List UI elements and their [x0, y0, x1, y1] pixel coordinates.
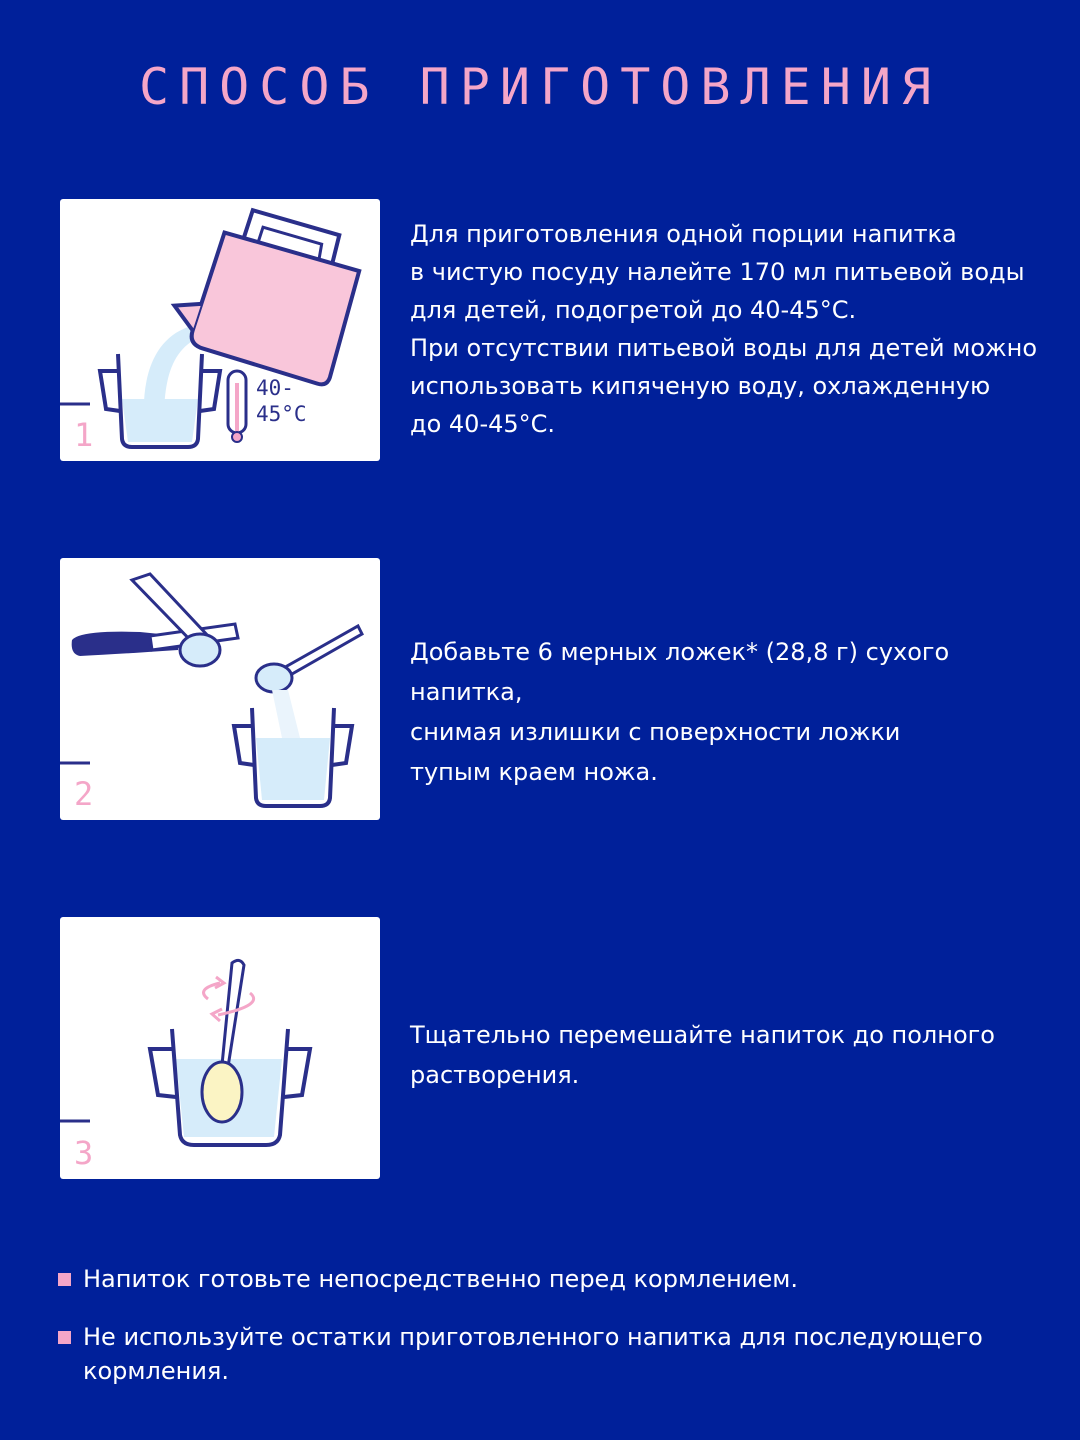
thermometer-label-1: 40- [256, 376, 294, 400]
bullet-square-icon [58, 1273, 71, 1286]
bullet-square-icon [58, 1331, 71, 1344]
step-1-illustration [60, 199, 380, 461]
step-number: 2 [74, 775, 94, 813]
pouring-jug-illustration [60, 199, 380, 461]
text-line: использовать кипяченую воду, охлажденную [410, 372, 991, 400]
step-3-description [410, 1015, 1050, 1095]
step-number: 3 [74, 1134, 94, 1172]
note-item [58, 1320, 1018, 1388]
text-line: до 40-45°С. [410, 410, 556, 438]
note-text: Не используйте остатки приготовленного напитка для последующего кормления. [83, 1323, 983, 1385]
note-text: Напиток готовьте непосредственно перед кормлением. [83, 1265, 798, 1293]
note-item [58, 1262, 1018, 1296]
notes-list [58, 1262, 1018, 1412]
step-3-illustration [60, 917, 380, 1179]
text-line: тупым краем ножа. [410, 758, 658, 786]
text-line: снимая излишки с поверхности ложки [410, 718, 901, 746]
step-2-illustration [60, 558, 380, 820]
stirring-cup-illustration [60, 917, 380, 1179]
text-line: растворения. [410, 1061, 580, 1089]
text-line: Тщательно перемешайте напиток до полного [410, 1021, 995, 1049]
text-line: Добавьте 6 мерных ложек* (28,8 г) сухого напитка, [410, 638, 950, 706]
step-1-description [410, 215, 1050, 443]
measuring-spoon-illustration [60, 558, 380, 820]
step-2-description [410, 632, 1050, 792]
text-line: Для приготовления одной порции напитка [410, 220, 957, 248]
text-line: При отсутствии питьевой воды для детей можно [410, 334, 1038, 362]
thermometer-label-2: 45°C [256, 402, 307, 426]
step-number: 1 [74, 416, 94, 454]
page-title: СПОСОБ ПРИГОТОВЛЕНИЯ [138, 58, 942, 116]
text-line: в чистую посуду налейте 170 мл питьевой воды [410, 258, 1025, 286]
text-line: для детей, подогретой до 40-45°С. [410, 296, 857, 324]
